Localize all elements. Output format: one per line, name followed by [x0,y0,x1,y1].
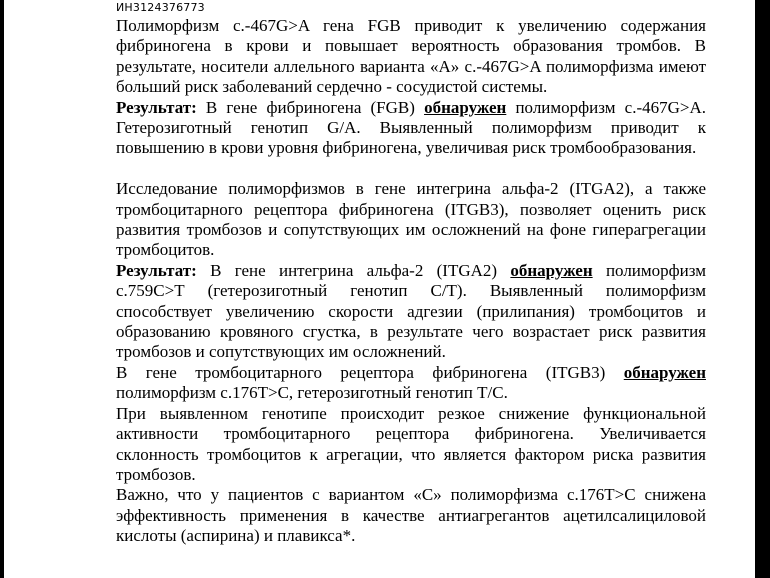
itga-intro-paragraph: Исследование полиморфизмов в гене интегрина альфа-2 (ITGA2), а также тромбоцитарного рецептора фибриногена (ITGB3), позволяет оценить риск развития тромбозов и сопутствующих им осложнений на фоне гиперагрегации тромбоцитов. [116,179,706,260]
fgb-result-post: полиморфизм с.-467G>A. Гетерозиготный генотип G/A. Выявленный полиморфизм приводит к повышению в крови уровня фибриногена, увеличивая риск тромбообразования. [116,97,706,158]
fgb-detected: обнаружен [424,97,507,117]
itgb-result-pre: В гене тромбоцитарного рецептора фибриногена (ITGB3) [116,362,624,382]
itga-result-pre: В гене интегрина альфа-2 (ITGA2) [196,260,511,280]
itgb-detected: обнаружен [623,362,706,382]
fgb-result-pre: В гене фибриногена (FGB) [196,97,425,117]
itga-result-post: полиморфизм с.759С>Т (гетерозиготный генотип С/Т). Выявленный полиморфизм способствует увеличению скорости адгезии (прилипания) тромбоцитов и образованию кровяного сгустка, в результате чего возрастает риск развития тромбозов и сопутствующих им осложнений. [116,260,707,362]
fgb-result-label: Результат: [116,97,197,117]
fgb-result-paragraph [116,98,706,159]
document-id: ИН3124376773 [116,1,205,14]
itga-detected: обнаружен [510,260,593,280]
itgb-aspirin-note: Важно, что у пациентов с вариантом «С» полиморфизма с.176T>C снижена эффективность применения в качестве антиагрегантов ацетилсалициловой кислоты (аспирина) и плавикса*. [116,485,706,546]
itgb-result-paragraph [116,363,706,404]
document-body [116,16,706,547]
document-page [4,0,755,578]
paragraph-spacer [116,159,706,179]
fgb-intro-paragraph: Полиморфизм с.-467G>A гена FGB приводит к увеличению содержания фибриногена в крови и повышает вероятность образования тромбов. В результате, носители аллельного варианта «А» с.-467G>A полиморфизма имеют больший риск заболеваний сердечно - сосудистой системы. [116,16,706,97]
itga-result-label: Результат: [116,260,197,280]
itga-result-paragraph [116,261,706,363]
itgb-result-post: полиморфизм с.176T>C, гетерозиготный генотип Т/С. [116,383,508,403]
itgb-genotype-note: При выявленном генотипе происходит резкое снижение функциональной активности тромбоцитарного рецептора фибриногена. Увеличивается склонность тромбоцитов к агрегации, что является фактором риска развития тромбозов. [116,403,706,484]
